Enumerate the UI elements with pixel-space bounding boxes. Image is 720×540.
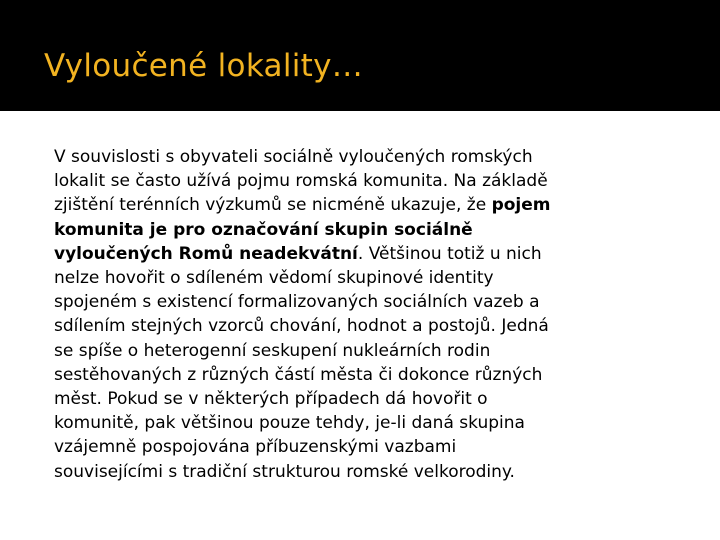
body-text-run: spojeném s existencí formalizovaných sociálních vazeb a (54, 292, 540, 313)
emphasized-text: pojem (491, 195, 551, 216)
body-text-run: . Většinou totiž u nich (357, 243, 542, 264)
paragraph-line (54, 193, 695, 217)
paragraph-line (54, 411, 695, 435)
body-text-run: lokalit se často užívá pojmu romská komunita. Na základě (54, 171, 548, 192)
body-text-run: nelze hovořit o sdíleném vědomí skupinové identity (54, 268, 494, 289)
body-text-run: sdílením stejných vzorců chování, hodnot a postojů. Jedná (54, 316, 549, 337)
paragraph-line (54, 242, 695, 266)
body-paragraph (54, 145, 695, 484)
paragraph-line (54, 387, 695, 411)
body-text-run: zjištění terénních výzkumů se nicméně ukazuje, že (54, 195, 492, 216)
paragraph-line (54, 460, 695, 484)
paragraph-line (54, 363, 695, 387)
emphasized-text: vyloučených Romů neadekvátní (54, 243, 358, 264)
paragraph-line (54, 290, 695, 314)
paragraph-line (54, 339, 695, 363)
paragraph-line (54, 266, 695, 290)
emphasized-text: komunita je pro označování skupin sociálně (54, 219, 473, 240)
body-text-run: komunitě, pak většinou pouze tehdy, je-li daná skupina (54, 413, 525, 434)
paragraph-line (54, 145, 695, 169)
body-text-run: se spíše o heterogenní seskupení nukleárních rodin (54, 340, 491, 361)
body-text-run: sestěhovaných z různých částí města či dokonce různých (54, 364, 543, 385)
paragraph-line (54, 218, 695, 242)
body-text-run: V souvislosti s obyvateli sociálně vyloučených romských (54, 147, 533, 167)
body-text-run: měst. Pokud se v některých případech dá hovořit o (54, 389, 488, 410)
paragraph-line (54, 314, 695, 338)
body-text-run: souvisejícími s tradiční strukturou romské velkorodiny. (54, 461, 515, 482)
title-bar (0, 0, 720, 111)
slide-title: Vyloučené lokality… (44, 48, 364, 84)
paragraph-line (54, 169, 695, 193)
body-text-run: vzájemně pospojována příbuzenskými vazbami (54, 437, 457, 458)
paragraph-line (54, 435, 695, 459)
